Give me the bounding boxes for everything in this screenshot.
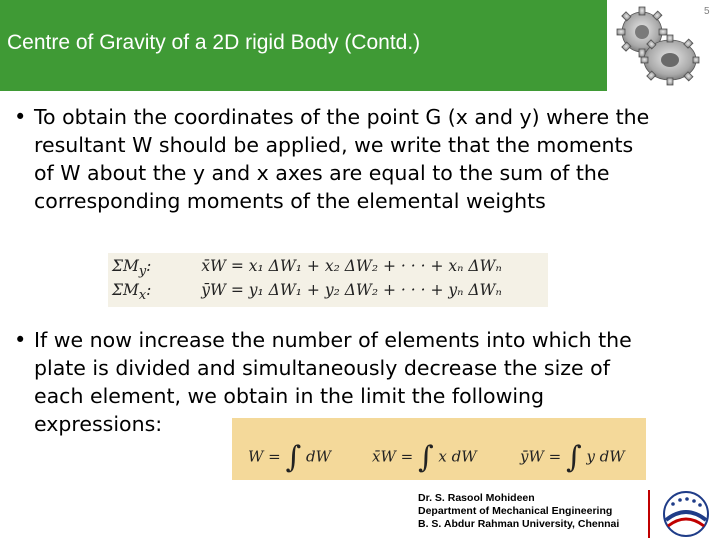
moment-y-equation: $\Sigma M_y$: x̄W = x₁ ΔW₁ + x₂ ΔW₂ + · · · + xₙ ΔWₙ xyxy=(112,257,502,280)
title-bar xyxy=(0,0,607,91)
equation-lhs: ȳW xyxy=(201,281,226,299)
integral-integrand: dW xyxy=(305,447,331,466)
text-line: expressions: xyxy=(34,412,163,436)
footer-line: B. S. Abdur Rahman University, Chennai xyxy=(418,518,620,530)
slide-number: 5 xyxy=(704,6,710,17)
integral-lhs: x̄W = xyxy=(372,447,414,466)
gears-icon xyxy=(612,2,702,90)
equation-rhs: y₁ ΔW₁ + y₂ ΔW₂ + · · · + yₙ ΔWₙ xyxy=(248,281,502,299)
moment-label: ΣM xyxy=(112,257,139,275)
equation-lhs: x̄W xyxy=(201,257,226,275)
integral-yw xyxy=(520,440,625,475)
footer-divider xyxy=(648,490,650,538)
integral-lhs: W = xyxy=(248,447,281,466)
text-line: of W about the y and x axes are equal to the sum of the xyxy=(34,161,610,185)
text-line: corresponding moments of the elemental weights xyxy=(34,189,546,213)
footer-line: Dr. S. Rasool Mohideen xyxy=(418,492,535,504)
integral-sign: ∫ xyxy=(285,440,302,475)
bullet-marker: • xyxy=(14,105,27,129)
moment-x-equation: $\Sigma M_x$: ȳW = y₁ ΔW₁ + y₂ ΔW₂ + · · · + yₙ ΔWₙ xyxy=(112,281,502,304)
moments-equations xyxy=(108,253,548,307)
text-line: If we now increase the number of elements into which the xyxy=(34,328,632,352)
integral-sign: ∫ xyxy=(566,440,582,475)
text-line: resultant W should be applied, we write that the moments xyxy=(34,133,634,157)
footer-credit xyxy=(418,492,619,531)
moment-label: ΣM xyxy=(112,281,139,299)
integral-sign: ∫ xyxy=(418,440,434,475)
integral-lhs: ȳW = xyxy=(520,447,562,466)
bullet-marker: • xyxy=(14,328,27,352)
integral-expressions xyxy=(232,418,646,480)
moment-axis: y xyxy=(138,264,147,280)
equation-rhs: x₁ ΔW₁ + x₂ ΔW₂ + · · · + xₙ ΔWₙ xyxy=(248,257,502,275)
integral-integrand: y dW xyxy=(586,447,625,466)
text-line: each element, we obtain in the limit the following xyxy=(34,384,545,408)
integral-w xyxy=(248,440,331,475)
university-logo xyxy=(653,490,719,538)
text-line: plate is divided and simultaneously decrease the size of xyxy=(34,356,610,380)
footer-line: Department of Mechanical Engineering xyxy=(418,505,613,517)
text-line: To obtain the coordinates of the point G (x and y) where the xyxy=(34,105,650,129)
integral-integrand: x dW xyxy=(438,447,477,466)
slide-title: Centre of Gravity of a 2D rigid Body (Contd.) xyxy=(7,31,421,54)
bullet-text-1 xyxy=(34,103,718,215)
integral-xw xyxy=(372,440,477,475)
moment-axis: x xyxy=(138,288,147,304)
